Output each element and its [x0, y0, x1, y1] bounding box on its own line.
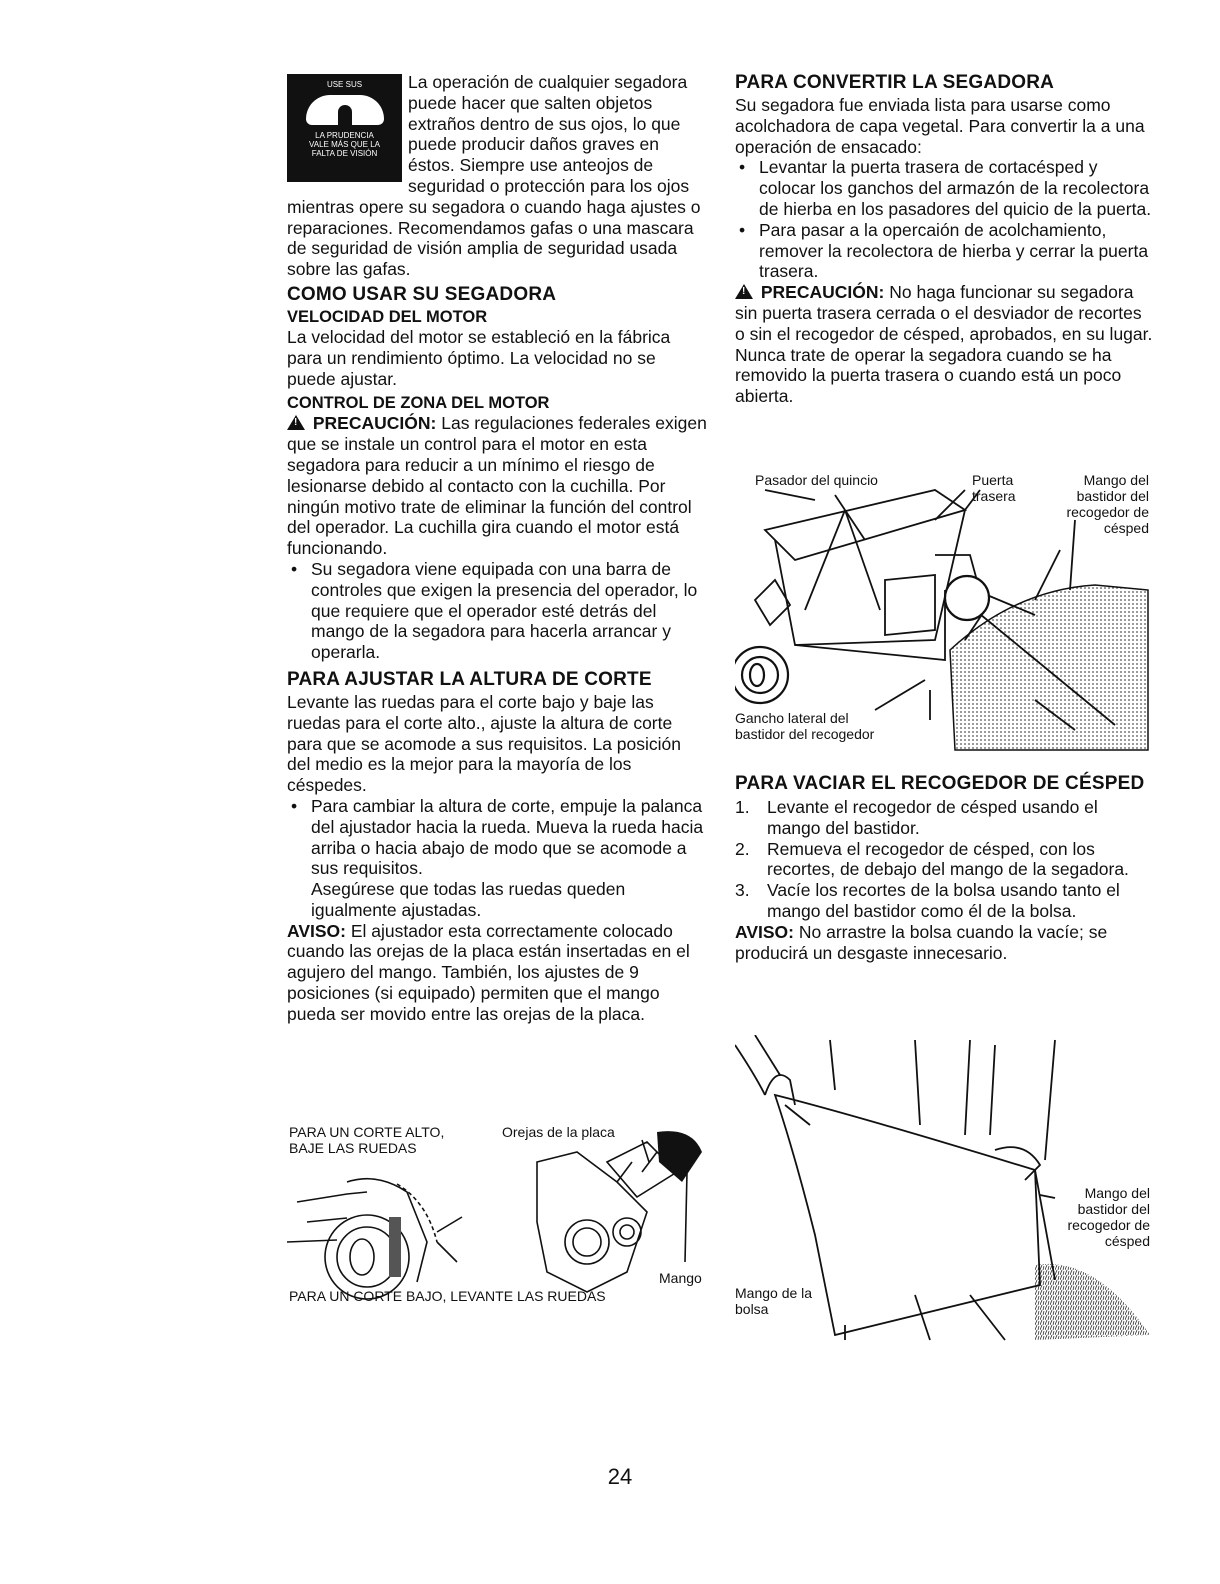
aviso-label: AVISO: [287, 920, 346, 941]
how-to-heading: COMO USAR SU SEGADORA [287, 283, 557, 305]
steps-list [735, 797, 1155, 922]
speed-text: La velocidad del motor se estableció en la fábrica para un rendimiento óptimo. La velocidad no se puede ajustar. [287, 326, 671, 389]
convert-heading: PARA CONVERTIR LA SEGADORA [735, 72, 1055, 93]
caution-paragraph [287, 413, 707, 559]
rear-door-label: Puerta trasera [972, 472, 1016, 504]
goggles-icon [306, 95, 384, 125]
frame-handle-label-2: Mango del bastidor del recogedor de césped [1067, 1185, 1150, 1249]
convert-text: Su segadora fue enviada lista para usarse como acolchadora de capa vegetal. Para convertir la a una operación de ensacado: [735, 95, 1145, 157]
bag-handle-label: Mango de la bolsa [735, 1285, 813, 1317]
aviso-text-right: No arrastre la bolsa cuando la vacíe; se producirá un desgaste innecesario. [735, 921, 1108, 963]
right-column [735, 72, 1155, 407]
handle-label: Mango [659, 1270, 702, 1286]
step-text: Levante el recogedor de césped usando el mango del bastidor. [767, 797, 1098, 838]
step-number: 3. [735, 880, 750, 901]
step-item [735, 797, 1155, 839]
warning-icon [735, 284, 753, 299]
badge-text: VALE MÁS QUE LA [309, 140, 380, 149]
convert-bullet-1: • Levantar la puerta trasera de cortacésped y colocar los ganchos del armazón de la recolectora de hierba en los pasadores del quicio de la puerta. [735, 157, 1155, 219]
page-number: 24 [607, 1464, 633, 1489]
warning-icon [287, 415, 305, 430]
hinge-pin-label: Pasador del quincio [755, 472, 878, 488]
aviso-text: El ajustador esta correctamente colocado cuando las orejas de la placa están insertadas en el agujero del mango. También, los ajustes de 9 posiciones (si equipado) permiten que el mango pueda ser movido entre las orejas de la placa. [287, 920, 690, 1024]
step-text: Vacíe los recortes de la bolsa usando tanto el mango del bastidor como él de la bolsa. [767, 880, 1120, 921]
zone-bullet: • Su segadora viene equipada con una barra de controles que exigen la presencia del operador, lo que requiere que el operador esté detrás del mango de la segadora para hacerla arrancar y operarla. [287, 559, 707, 663]
side-hook-label: Gancho lateral del bastidor del recogedor [735, 710, 875, 742]
cut-height-figure [287, 1122, 717, 1312]
left-column [287, 72, 707, 1025]
speed-heading: VELOCIDAD DEL MOTOR [287, 307, 488, 326]
frame-handle-label: Mango del bastidor del recogedor de césped [1066, 472, 1149, 536]
badge-text: LA PRUDENCIA [315, 131, 374, 140]
step-number: 2. [735, 838, 750, 859]
aviso-label-right: AVISO: [735, 921, 794, 942]
height-heading: PARA AJUSTAR LA ALTURA DE CORTE [287, 668, 652, 690]
caution-label: PRECAUCIÓN: [312, 413, 437, 434]
grass-catcher-figure [735, 470, 1155, 755]
intro-paragraph: La operación de cualquier segadora puede hacer que salten objetos extraños dentro de sus ojos, lo que puede producir daños graves en éstos. Siempre use anteojos de seguridad o protección para los ojos mientras opere su segadora o cuando haga ajustes o reparaciones. Recomendamos gafas o una mascara de seguridad de visión amplia de seguridad usada sobre las gafas. [287, 72, 701, 280]
empty-bag-figure [735, 1035, 1155, 1345]
caution-text: Las regulaciones federales exigen que se instale un control para el motor en esta segadora para reducir a un mínimo el riesgo de lesionarse debido al contacto con la cuchilla. Por ningún motivo trate de eliminar la función del control del operador. La cuchilla gira cuando el motor está funcionando. [287, 413, 707, 559]
caution-text-right: No haga funcionar su segadora sin puerta trasera cerrada o el desviador de recortes o sin el recogedor de césped, aprobados, en su lugar. Nunca trate de operar la segadora cuando se ha removido la puerta trasera o cuando está un poco abierta. [735, 282, 1153, 407]
step-text: Remueva el recogedor de césped, con los recortes, de debajo del mango de la segadora. [767, 838, 1129, 880]
step-item [735, 880, 1155, 922]
aviso-paragraph [287, 921, 707, 1025]
right-column-lower [735, 770, 1155, 963]
caution-paragraph-right [735, 282, 1155, 407]
zone-heading: CONTROL DE ZONA DEL MOTOR [287, 394, 550, 413]
badge-text: USE SUS [326, 80, 363, 89]
badge-text: FALTA DE VISIÓN [311, 149, 378, 158]
height-bullet: • Para cambiar la altura de corte, empuje la palanca del ajustador hacia la rueda. Mueva la rueda hacia arriba o hacia abajo de modo que se acomode a sus requisitos. [287, 796, 707, 879]
empty-heading: PARA VACIAR EL RECOGEDOR DE CÉSPED [735, 773, 1145, 794]
step-item [735, 839, 1155, 881]
height-bullet-continued: Asegúrese que todas las ruedas queden igualmente ajustadas. [311, 879, 626, 920]
step-number: 1. [735, 797, 750, 817]
aviso-paragraph-right [735, 922, 1155, 964]
safety-glasses-badge [287, 74, 402, 182]
height-text: Levante las ruedas para el corte bajo y baje las ruedas para el corte alto., ajuste la altura de corte para que se acomode a sus requisitos. La posición del medio es la mejor para la mayoría de los céspedes. [287, 691, 681, 796]
caution-label-right: PRECAUCIÓN: [760, 282, 885, 303]
low-cut-label: PARA UN CORTE BAJO, LEVANTE LAS RUEDAS [289, 1288, 606, 1304]
plate-ears-label: Orejas de la placa [502, 1124, 615, 1140]
high-cut-label: PARA UN CORTE ALTO, BAJE LAS RUEDAS [289, 1124, 445, 1156]
convert-bullet-2: • Para pasar a la opercaión de acolchamiento, remover la recolectora de hierba y cerrar la puerta trasera. [735, 220, 1155, 282]
